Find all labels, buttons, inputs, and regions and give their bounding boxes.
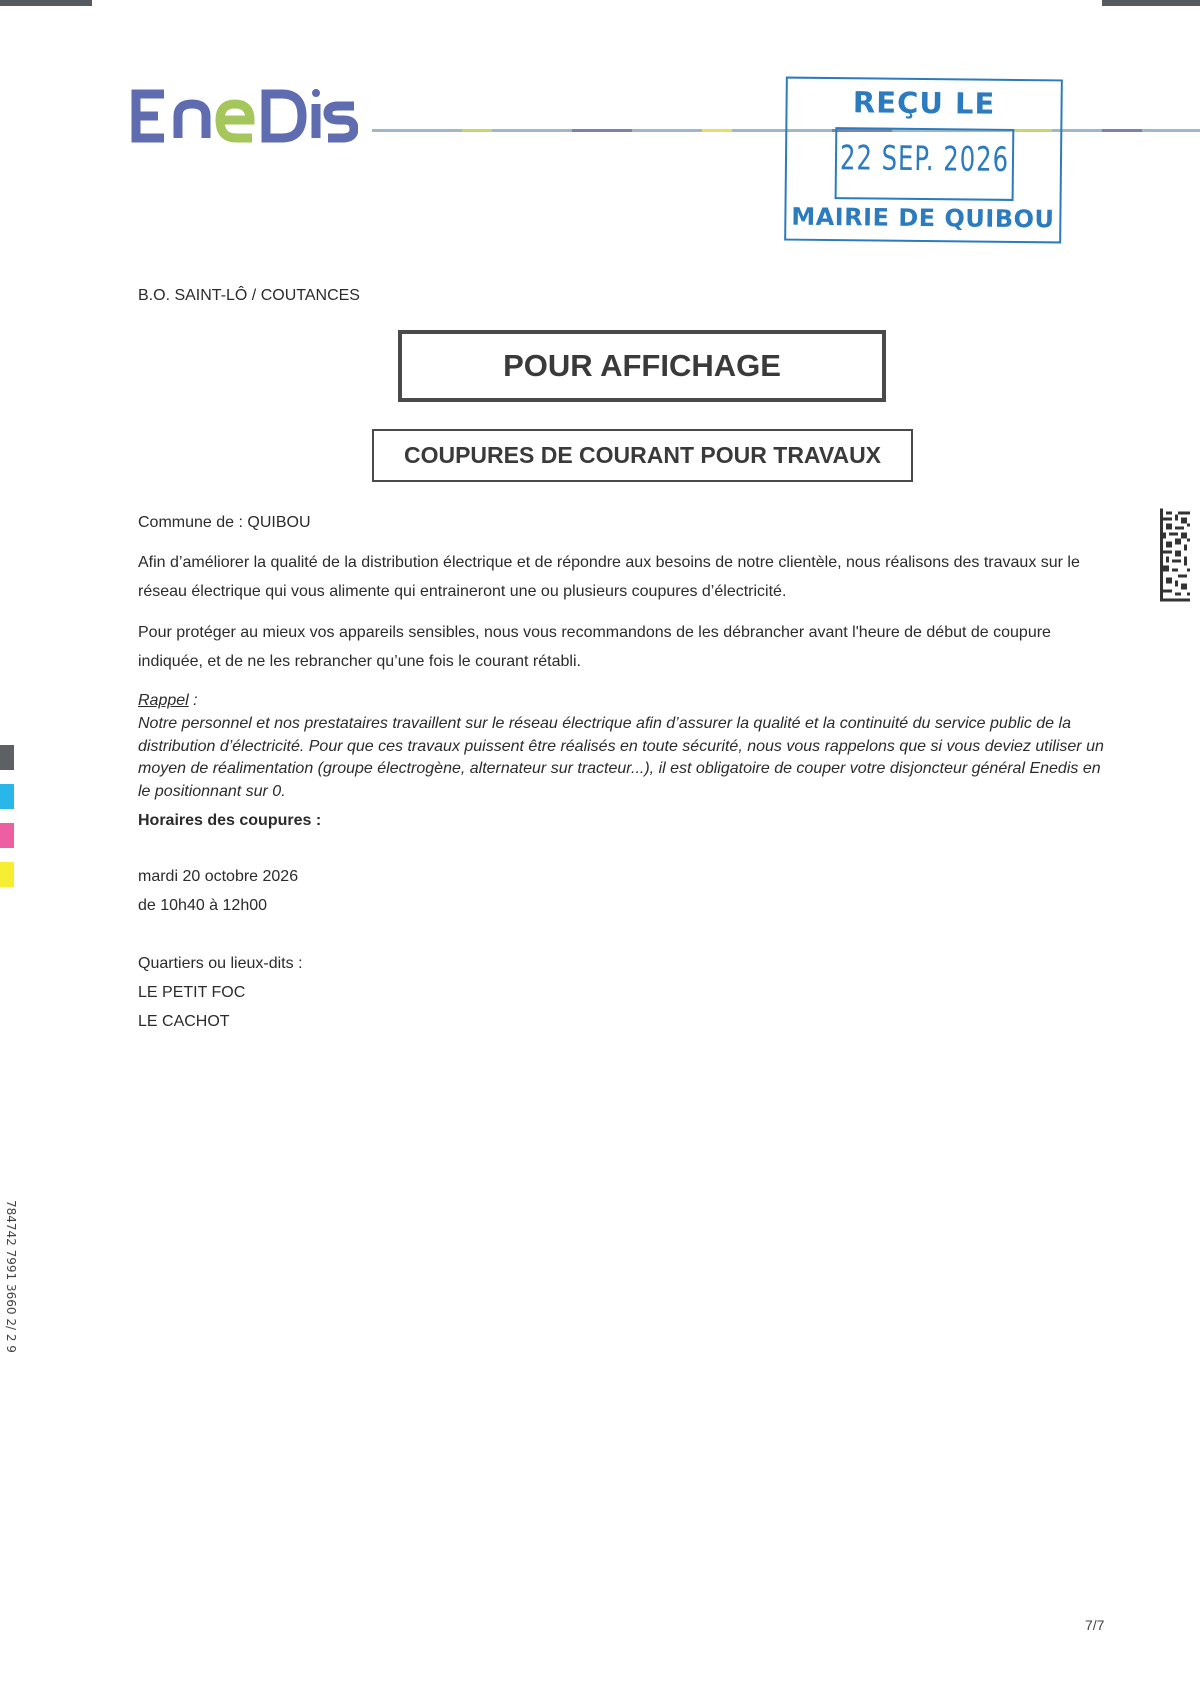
received-stamp: [784, 77, 1063, 244]
scan-edge-mark-right: [1102, 0, 1200, 6]
intro-paragraph: Afin d’améliorer la qualité de la distribution électrique et de répondre aux besoins de notre clientèle, nous réalisons des travaux sur le réseau électrique qui vous alimente qui entraineront une ou plusieurs coupures d’électricité.: [138, 554, 1080, 600]
location-item: LE PETIT FOC: [138, 984, 246, 1001]
side-reference-code: 784742 7991 3660 2/ 2 9: [4, 1200, 18, 1353]
print-swatch-magenta: [0, 823, 14, 848]
subheading-box: [372, 429, 913, 482]
stamp-date: 22 SEP. 2026: [839, 139, 1010, 180]
stamp-organization: MAIRIE DE QUIBOU: [791, 202, 1055, 234]
schedule-title: Horaires des coupures :: [138, 812, 322, 829]
print-swatch-gray: [0, 745, 14, 770]
page-number: 7/7: [1085, 1617, 1105, 1633]
locations-title: Quartiers ou lieux-dits :: [138, 955, 303, 972]
stamp-date-box: [835, 127, 1015, 201]
rappel-label: Rappel: [138, 692, 189, 709]
datamatrix-code: [1160, 508, 1190, 602]
outage-date: mardi 20 octobre 2026: [138, 868, 299, 885]
heading-box: [398, 330, 886, 402]
sender-office: B.O. SAINT-LÔ / COUTANCES: [138, 287, 360, 304]
advice-paragraph: Pour protéger au mieux vos appareils sensibles, nous vous recommandons de les débrancher avant l'heure de début de coupure indiquée, et de ne les rebrancher qu’une fois le courant rétabli.: [138, 624, 1051, 670]
commune-line: Commune de : QUIBOU: [138, 514, 311, 531]
location-item: LE CACHOT: [138, 1013, 230, 1030]
rappel-paragraph: Notre personnel et nos prestataires travaillent sur le réseau électrique afin d’assurer la qualité et la continuité du service public de la distribution d’électricité. Pour que ces travaux puissent être réalisés en toute sécurité, nous vous rappelons que si vous deviez utiliser un moyen de réalimentation (groupe électrogène, alternateur sur tracteur...), il est obligatoire de couper votre disjoncteur général Enedis en le positionnant sur 0.: [138, 715, 1104, 800]
print-swatch-yellow: [0, 862, 14, 887]
stamp-title: REÇU LE: [852, 85, 996, 121]
page-subheading: COUPURES DE COURANT POUR TRAVAUX: [403, 442, 882, 468]
outage-time: de 10h40 à 12h00: [138, 897, 268, 914]
scan-edge-mark-left: [0, 0, 92, 6]
enedis-logo: [128, 86, 358, 146]
print-swatch-cyan: [0, 784, 14, 809]
rappel-heading: Rappel :: [138, 692, 198, 709]
page-heading: POUR AFFICHAGE: [503, 348, 781, 383]
